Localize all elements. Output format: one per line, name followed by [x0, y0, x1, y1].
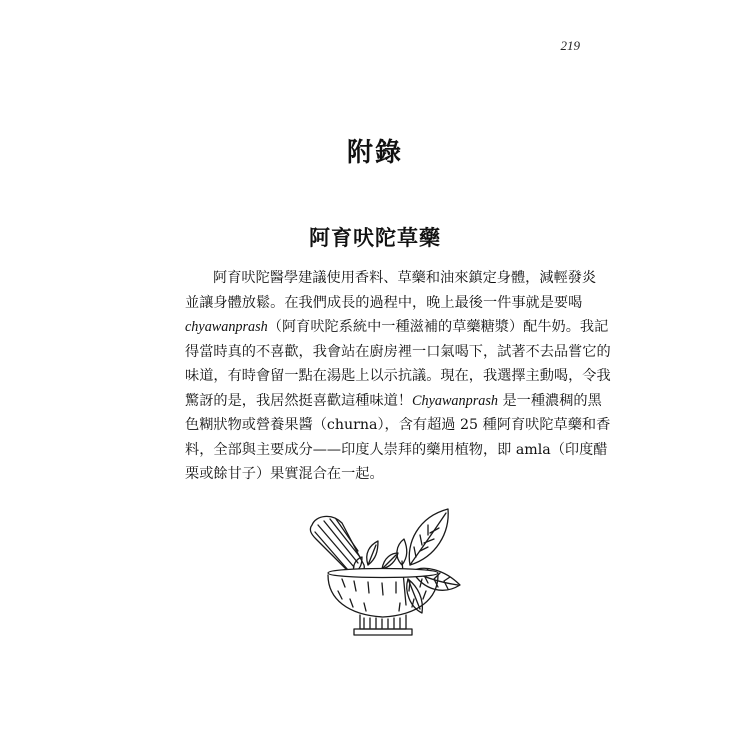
paragraph-line-text: 是一種濃稠的黑 [497, 392, 602, 409]
chyawanprash-term: Chyawanprash [412, 392, 498, 409]
paragraph-line: 味道，有時會留一點在湯匙上以示抗議。現在，我選擇主動喝，令我 [185, 368, 611, 384]
paragraph-line: 料，全部與主要成分——印度人崇拜的藥用植物，即 amla（印度醋 [185, 441, 608, 458]
paragraph-line: 栗或餘甘子）果實混合在一起。 [185, 466, 384, 482]
chapter-title: 附錄 [346, 138, 403, 168]
paragraph-line: 並讓身體放鬆。在我們成長的過程中，晚上最後一件事就是要喝 [185, 294, 583, 311]
pestle-icon [310, 516, 364, 575]
paragraph-line-text: （阿育吠陀系統中一種滋補的草藥糖漿）配牛奶。我記 [267, 319, 609, 335]
mortar-and-pestle-with-herbs-icon [298, 495, 468, 645]
body-paragraph [185, 266, 611, 487]
paragraph-line: 得當時真的不喜歡，我會站在廚房裡一口氣喝下，試著不去品嘗它的 [185, 343, 611, 360]
section-title: 阿育吠陀草藥 [309, 226, 441, 250]
paragraph-line-text: 驚訝的是，我居然挺喜歡這種味道！ [185, 392, 413, 409]
paragraph-line: 阿育吠陀醫學建議使用香料、草藥和油來鎮定身體，減輕發炎 [213, 270, 597, 286]
chyawanprash-term: chyawanprash [185, 319, 268, 335]
paragraph-line [185, 315, 609, 340]
paragraph-line [185, 389, 602, 414]
leaf-icon [397, 509, 460, 613]
page-number: 219 [560, 38, 580, 53]
paragraph-line: 色糊狀物或營養果醬（churna），含有超過 25 種阿育吠陀草藥和香 [185, 417, 611, 433]
